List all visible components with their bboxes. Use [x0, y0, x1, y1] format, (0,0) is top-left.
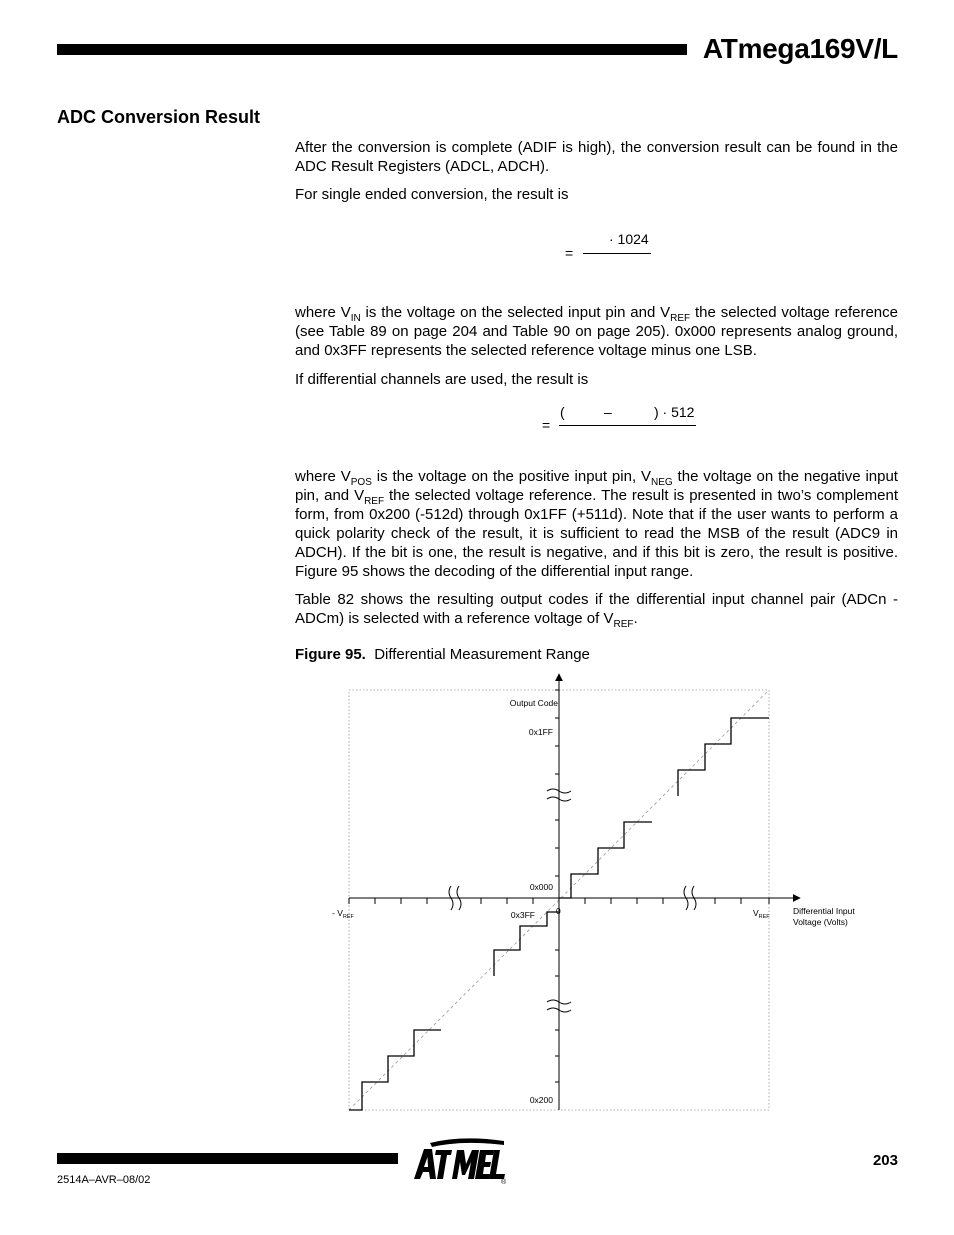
label-neg-vref: - $V_{REF}$: [332, 908, 354, 920]
label-zero: 0: [556, 906, 561, 916]
label-x-axis-line2: Voltage (Volts): [793, 917, 848, 927]
label-x-axis-line1: Differential Input: [793, 906, 855, 916]
document-id: 2514A–AVR–08/02: [57, 1174, 151, 1186]
staircase-positive: [559, 718, 769, 898]
figure-caption: Figure 95. Differential Measurement Range: [295, 646, 590, 663]
y-axis-ticks: [555, 690, 559, 1082]
label-code-1ff: 0x1FF: [528, 727, 553, 737]
label-code-000: 0x000: [529, 882, 553, 892]
eq2-minus: –: [604, 404, 612, 420]
paragraph-single-ended-intro: For single ended conversion, the result is: [295, 186, 569, 203]
atmel-logo: [412, 1137, 512, 1185]
eq2-close-mult: ) · 512: [654, 404, 695, 420]
eq2-equals: =: [542, 417, 551, 433]
staircase-negative: [349, 912, 559, 1110]
paragraph-differential-intro: If differential channels are used, the result is: [295, 371, 589, 388]
paragraph-table82-reference: Table 82 shows the resulting output codes if the differential input channel pair (ADCn - ADCm) is selected with a reference voltage of $V_{REF}$.: [295, 591, 898, 630]
label-code-200: 0x200: [529, 1095, 553, 1105]
eq1-equals: =: [565, 245, 574, 261]
label-output-code: Output Code: [509, 698, 558, 708]
eq2-open-paren: (: [560, 404, 565, 420]
footer-rule: [57, 1153, 398, 1164]
paragraph-conversion-complete: After the conversion is complete (ADIF is high), the conversion result can be found in the ADC Result Registers (ADCL, ADCH).: [295, 139, 898, 175]
page-number: 203: [872, 1152, 898, 1169]
eq1-numerator: · 1024: [609, 231, 649, 247]
paragraph-vpos-description: where $V_{POS}$ is the voltage on the positive input pin, $V_{NEG}$ the voltage on the negative input pin, and $V_{REF}$ the selected voltage reference. The result is presented in two’s complement form, from 0x200 (-512d) through 0x1FF (+511d). Note that if the user wants to perform a quick polarity check of the result, it is sufficient to read the MSB of the result (ADC9 in ADCH). If the bit is one, the result is negative, and if this bit is zero, the result is positive. Figure 95 shows the decoding of the differential input range.: [295, 468, 898, 580]
page-title: ATmega169V/L: [702, 33, 898, 64]
registered-mark: ®: [501, 1179, 507, 1185]
label-code-3ff: 0x3FF: [510, 910, 535, 920]
section-heading: ADC Conversion Result: [57, 107, 261, 127]
paragraph-vin-description: where $V_{IN}$ is the voltage on the selected input pin and $V_{REF}$ the selected voltage reference (see Table 89 on page 204 and Table 90 on page 205). 0x000 represents analog ground, and 0x3FF represents the selected reference voltage minus one LSB.: [295, 304, 898, 359]
label-vref: $V_{REF}$: [753, 908, 770, 920]
